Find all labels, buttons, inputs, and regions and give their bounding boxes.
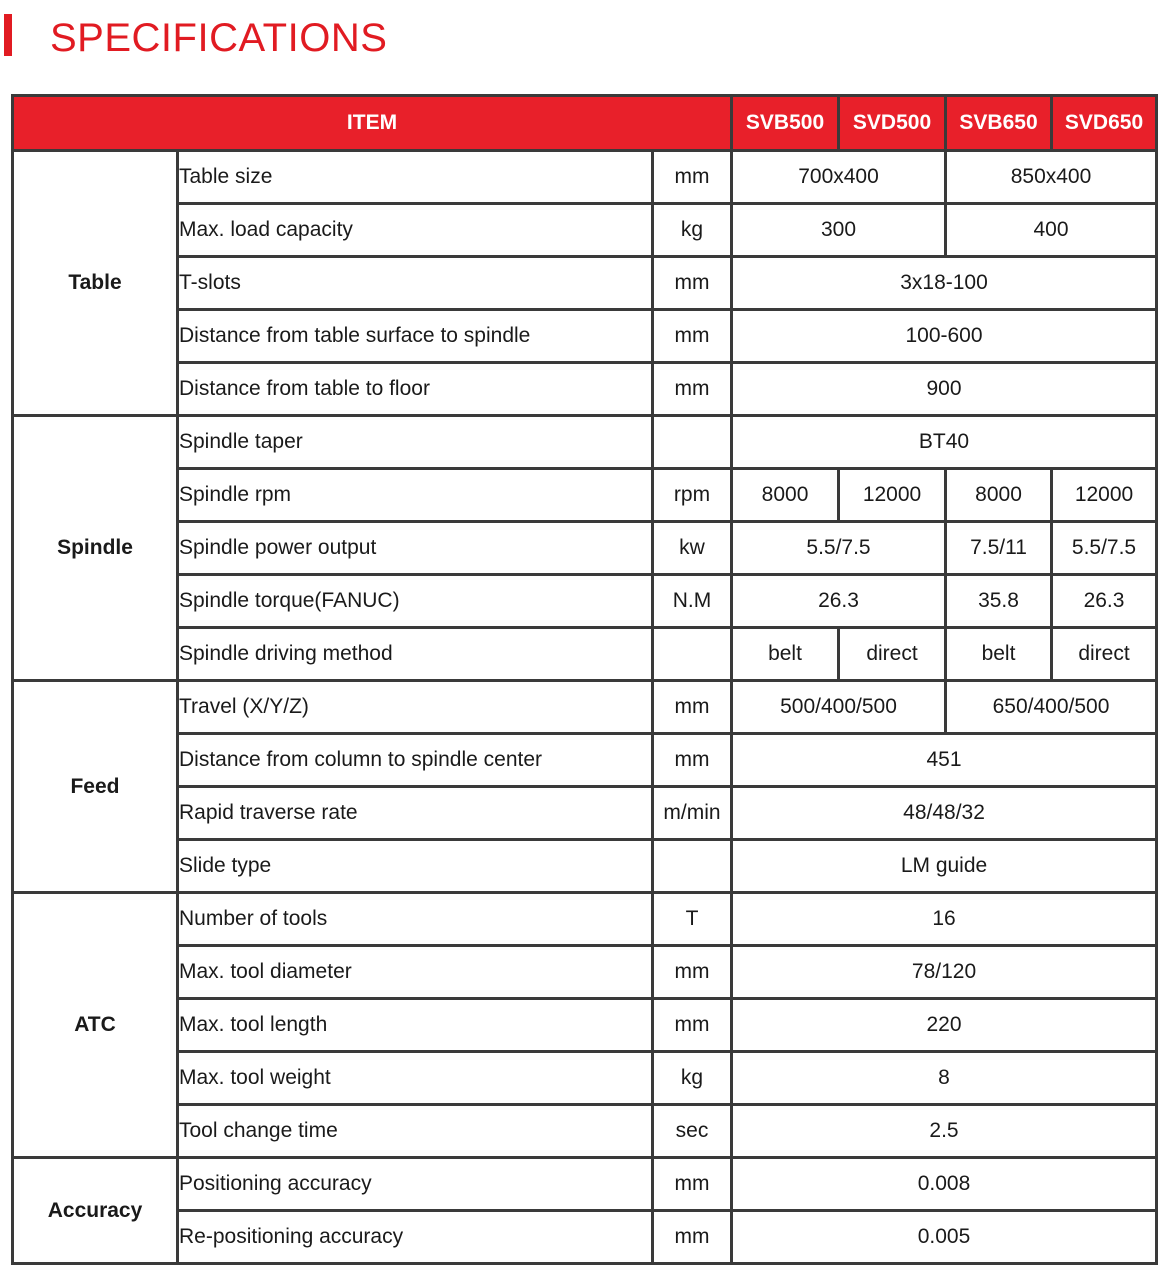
value-cell: 26.3	[1052, 575, 1157, 628]
value-cell: 451	[732, 734, 1157, 787]
unit-cell: mm	[653, 946, 732, 999]
value-cell: 16	[732, 893, 1157, 946]
value-cell: 48/48/32	[732, 787, 1157, 840]
value-cell: 3x18-100	[732, 257, 1157, 310]
unit-cell: mm	[653, 734, 732, 787]
value-cell: 0.008	[732, 1158, 1157, 1211]
value-cell: 5.5/7.5	[1052, 522, 1157, 575]
value-cell: direct	[839, 628, 946, 681]
item-label: T-slots	[178, 257, 653, 310]
table-row	[13, 1211, 1157, 1264]
table-row	[13, 840, 1157, 893]
item-label: Slide type	[178, 840, 653, 893]
group-label-feed: Feed	[13, 681, 178, 893]
unit-cell: N.M	[653, 575, 732, 628]
value-cell: LM guide	[732, 840, 1157, 893]
unit-cell: mm	[653, 681, 732, 734]
table-row	[13, 787, 1157, 840]
item-label: Spindle taper	[178, 416, 653, 469]
value-cell: 400	[946, 204, 1157, 257]
header-row	[13, 96, 1157, 151]
item-label: Rapid traverse rate	[178, 787, 653, 840]
table-row	[13, 1158, 1157, 1211]
value-cell: 100-600	[732, 310, 1157, 363]
table-row	[13, 1052, 1157, 1105]
table-row	[13, 681, 1157, 734]
header-model-svd500: SVD500	[839, 96, 946, 151]
value-cell: 850x400	[946, 151, 1157, 204]
value-cell: belt	[732, 628, 839, 681]
value-cell: 220	[732, 999, 1157, 1052]
value-cell: 8000	[946, 469, 1052, 522]
table-row	[13, 310, 1157, 363]
item-label: Max. tool length	[178, 999, 653, 1052]
header-model-svb650: SVB650	[946, 96, 1052, 151]
group-label-spindle: Spindle	[13, 416, 178, 681]
unit-cell: mm	[653, 999, 732, 1052]
item-label: Travel (X/Y/Z)	[178, 681, 653, 734]
value-cell: 12000	[839, 469, 946, 522]
title-accent-bar	[4, 14, 12, 56]
table-row	[13, 522, 1157, 575]
value-cell: 26.3	[732, 575, 946, 628]
item-label: Re-positioning accuracy	[178, 1211, 653, 1264]
unit-cell	[653, 416, 732, 469]
unit-cell: mm	[653, 1158, 732, 1211]
value-cell: BT40	[732, 416, 1157, 469]
header-model-svb500: SVB500	[732, 96, 839, 151]
table-row	[13, 416, 1157, 469]
unit-cell: mm	[653, 310, 732, 363]
table-row	[13, 628, 1157, 681]
item-label: Number of tools	[178, 893, 653, 946]
value-cell: 300	[732, 204, 946, 257]
unit-cell	[653, 840, 732, 893]
item-label: Max. tool weight	[178, 1052, 653, 1105]
unit-cell: sec	[653, 1105, 732, 1158]
table-row	[13, 257, 1157, 310]
value-cell: 8	[732, 1052, 1157, 1105]
item-label: Max. tool diameter	[178, 946, 653, 999]
unit-cell: kg	[653, 204, 732, 257]
unit-cell: mm	[653, 151, 732, 204]
table-row	[13, 893, 1157, 946]
table-row	[13, 734, 1157, 787]
item-label: Tool change time	[178, 1105, 653, 1158]
unit-cell: kg	[653, 1052, 732, 1105]
value-cell: belt	[946, 628, 1052, 681]
table-row	[13, 204, 1157, 257]
table-row	[13, 946, 1157, 999]
table-row	[13, 1105, 1157, 1158]
item-label: Spindle rpm	[178, 469, 653, 522]
unit-cell: kw	[653, 522, 732, 575]
item-label: Distance from table surface to spindle	[178, 310, 653, 363]
unit-cell: mm	[653, 257, 732, 310]
item-label: Table size	[178, 151, 653, 204]
item-label: Spindle driving method	[178, 628, 653, 681]
value-cell: 7.5/11	[946, 522, 1052, 575]
value-cell: 78/120	[732, 946, 1157, 999]
group-label-accuracy: Accuracy	[13, 1158, 178, 1264]
header-item: ITEM	[13, 96, 732, 151]
specifications-table	[11, 94, 1158, 1265]
item-label: Distance from table to floor	[178, 363, 653, 416]
value-cell: 35.8	[946, 575, 1052, 628]
page-title: SPECIFICATIONS	[50, 16, 388, 60]
value-cell: 5.5/7.5	[732, 522, 946, 575]
unit-cell: mm	[653, 363, 732, 416]
item-label: Positioning accuracy	[178, 1158, 653, 1211]
value-cell: 650/400/500	[946, 681, 1157, 734]
group-label-atc: ATC	[13, 893, 178, 1158]
table-row	[13, 363, 1157, 416]
unit-cell: T	[653, 893, 732, 946]
unit-cell: rpm	[653, 469, 732, 522]
unit-cell: mm	[653, 1211, 732, 1264]
unit-cell: m/min	[653, 787, 732, 840]
item-label: Spindle torque(FANUC)	[178, 575, 653, 628]
value-cell: direct	[1052, 628, 1157, 681]
table-row	[13, 151, 1157, 204]
value-cell: 0.005	[732, 1211, 1157, 1264]
value-cell: 8000	[732, 469, 839, 522]
value-cell: 700x400	[732, 151, 946, 204]
group-label-table: Table	[13, 151, 178, 416]
header-model-svd650: SVD650	[1052, 96, 1157, 151]
table-row	[13, 575, 1157, 628]
item-label: Max. load capacity	[178, 204, 653, 257]
value-cell: 500/400/500	[732, 681, 946, 734]
table-row	[13, 469, 1157, 522]
table-row	[13, 999, 1157, 1052]
item-label: Spindle power output	[178, 522, 653, 575]
value-cell: 2.5	[732, 1105, 1157, 1158]
item-label: Distance from column to spindle center	[178, 734, 653, 787]
value-cell: 12000	[1052, 469, 1157, 522]
value-cell: 900	[732, 363, 1157, 416]
unit-cell	[653, 628, 732, 681]
